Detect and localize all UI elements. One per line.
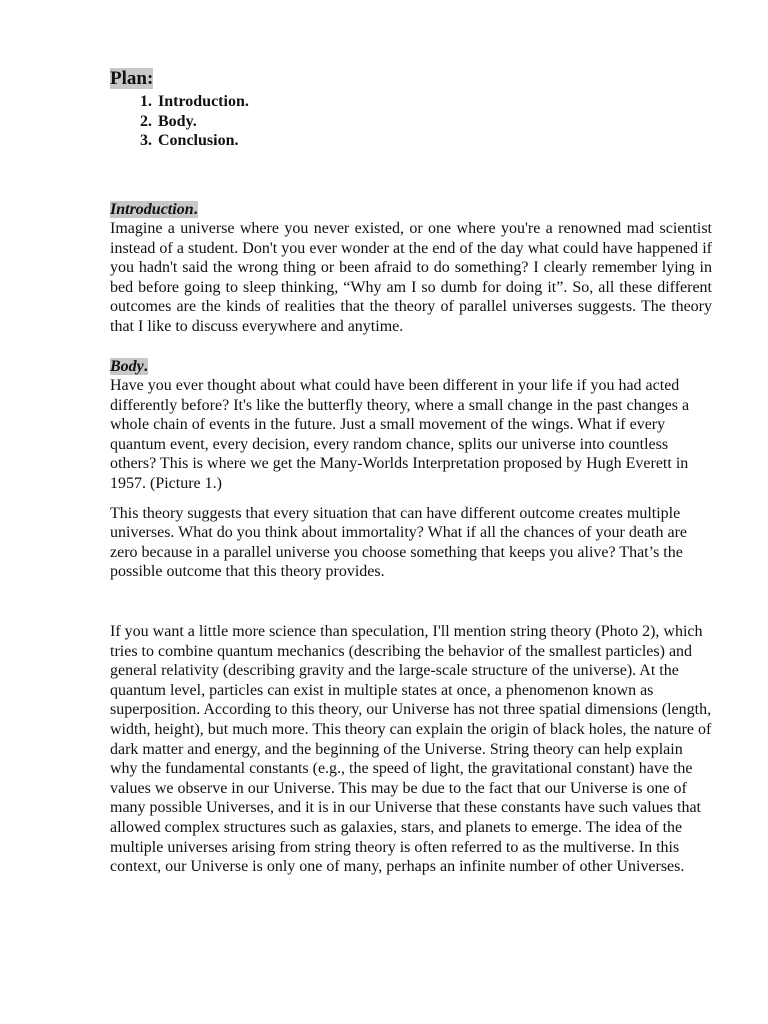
body-heading-highlight: [110, 358, 148, 375]
introduction-heading-text: Introduction: [110, 200, 194, 218]
body-heading-dot: .: [143, 357, 148, 375]
body-heading: [110, 357, 712, 377]
document-page: [110, 68, 712, 877]
body-heading-text: Body: [110, 357, 144, 375]
body-paragraph-3: If you want a little more science than speculation, I'll mention string theory (Photo 2), which tries to combine quantum mechanics (describing the behavior of the smallest particles) and general relativity (describing gravity and the large-scale structure of the universe). At the quantum level, particles can exist in multiple states at once, a phenomenon known as superposition. According to this theory, our Universe has not three spatial dimensions (length, width, height), but much more. This theory can explain the origin of black holes, the nature of dark matter and energy, and the beginning of the Universe. String theory can help explain why the fundamental constants (e.g., the speed of light, the gravitational constant) have the values we observe in our Universe. This may be due to the fact that our Universe is one of many possible Universes, and it is in our Universe that these constants have such values that allowed complex structures such as galaxies, stars, and planets to emerge. The idea of the multiple universes arising from string theory is often referred to as the multiverse. In this context, our Universe is only one of many, perhaps an infinite number of other Universes.: [110, 623, 712, 876]
body-paragraph-2: This theory suggests that every situation that can have different outcome creates multiple universes. What do you think about immortality? What if all the chances of your death are zero because in a parallel universe you choose something that keeps you alive? That’s the possible outcome that this theory provides.: [110, 504, 688, 581]
introduction-heading-highlight: [110, 201, 198, 218]
introduction-heading: [110, 200, 712, 220]
plan-heading: [110, 68, 712, 90]
plan-item-conclusion: 3. Conclusion.: [156, 131, 712, 151]
body-paragraph-1: Have you ever thought about what could have been different in your life if you had acted differently before? It's like the butterfly theory, where a small change in the past changes a whole chain of events in the future. Just a small movement of the wings. What if every quantum event, every decision, every random chance, splits our universe into countless others? This is where we get the Many-Worlds Interpretation proposed by Hugh Everett in 1957. (Picture 1.): [110, 377, 690, 493]
plan-item-introduction: 1. Introduction.: [156, 92, 712, 112]
plan-item-body: 2. Body.: [156, 112, 712, 132]
plan-heading-text: Plan:: [110, 68, 154, 89]
introduction-heading-dot: .: [193, 200, 198, 218]
introduction-paragraph: Imagine a universe where you never existed, or one where you're a renowned mad scientist instead of a student. Don't you ever wonder at the end of the day what could have happened if you hadn't said the wrong thing or been afraid to do something? I clearly remember lying in bed before going to sleep thinking, “Why am I so dumb for doing it”. So, all these different outcomes are the kinds of realities that the theory of parallel universes suggests. The theory that I like to discuss everywhere and anytime.: [110, 220, 712, 335]
plan-list: [110, 92, 712, 151]
